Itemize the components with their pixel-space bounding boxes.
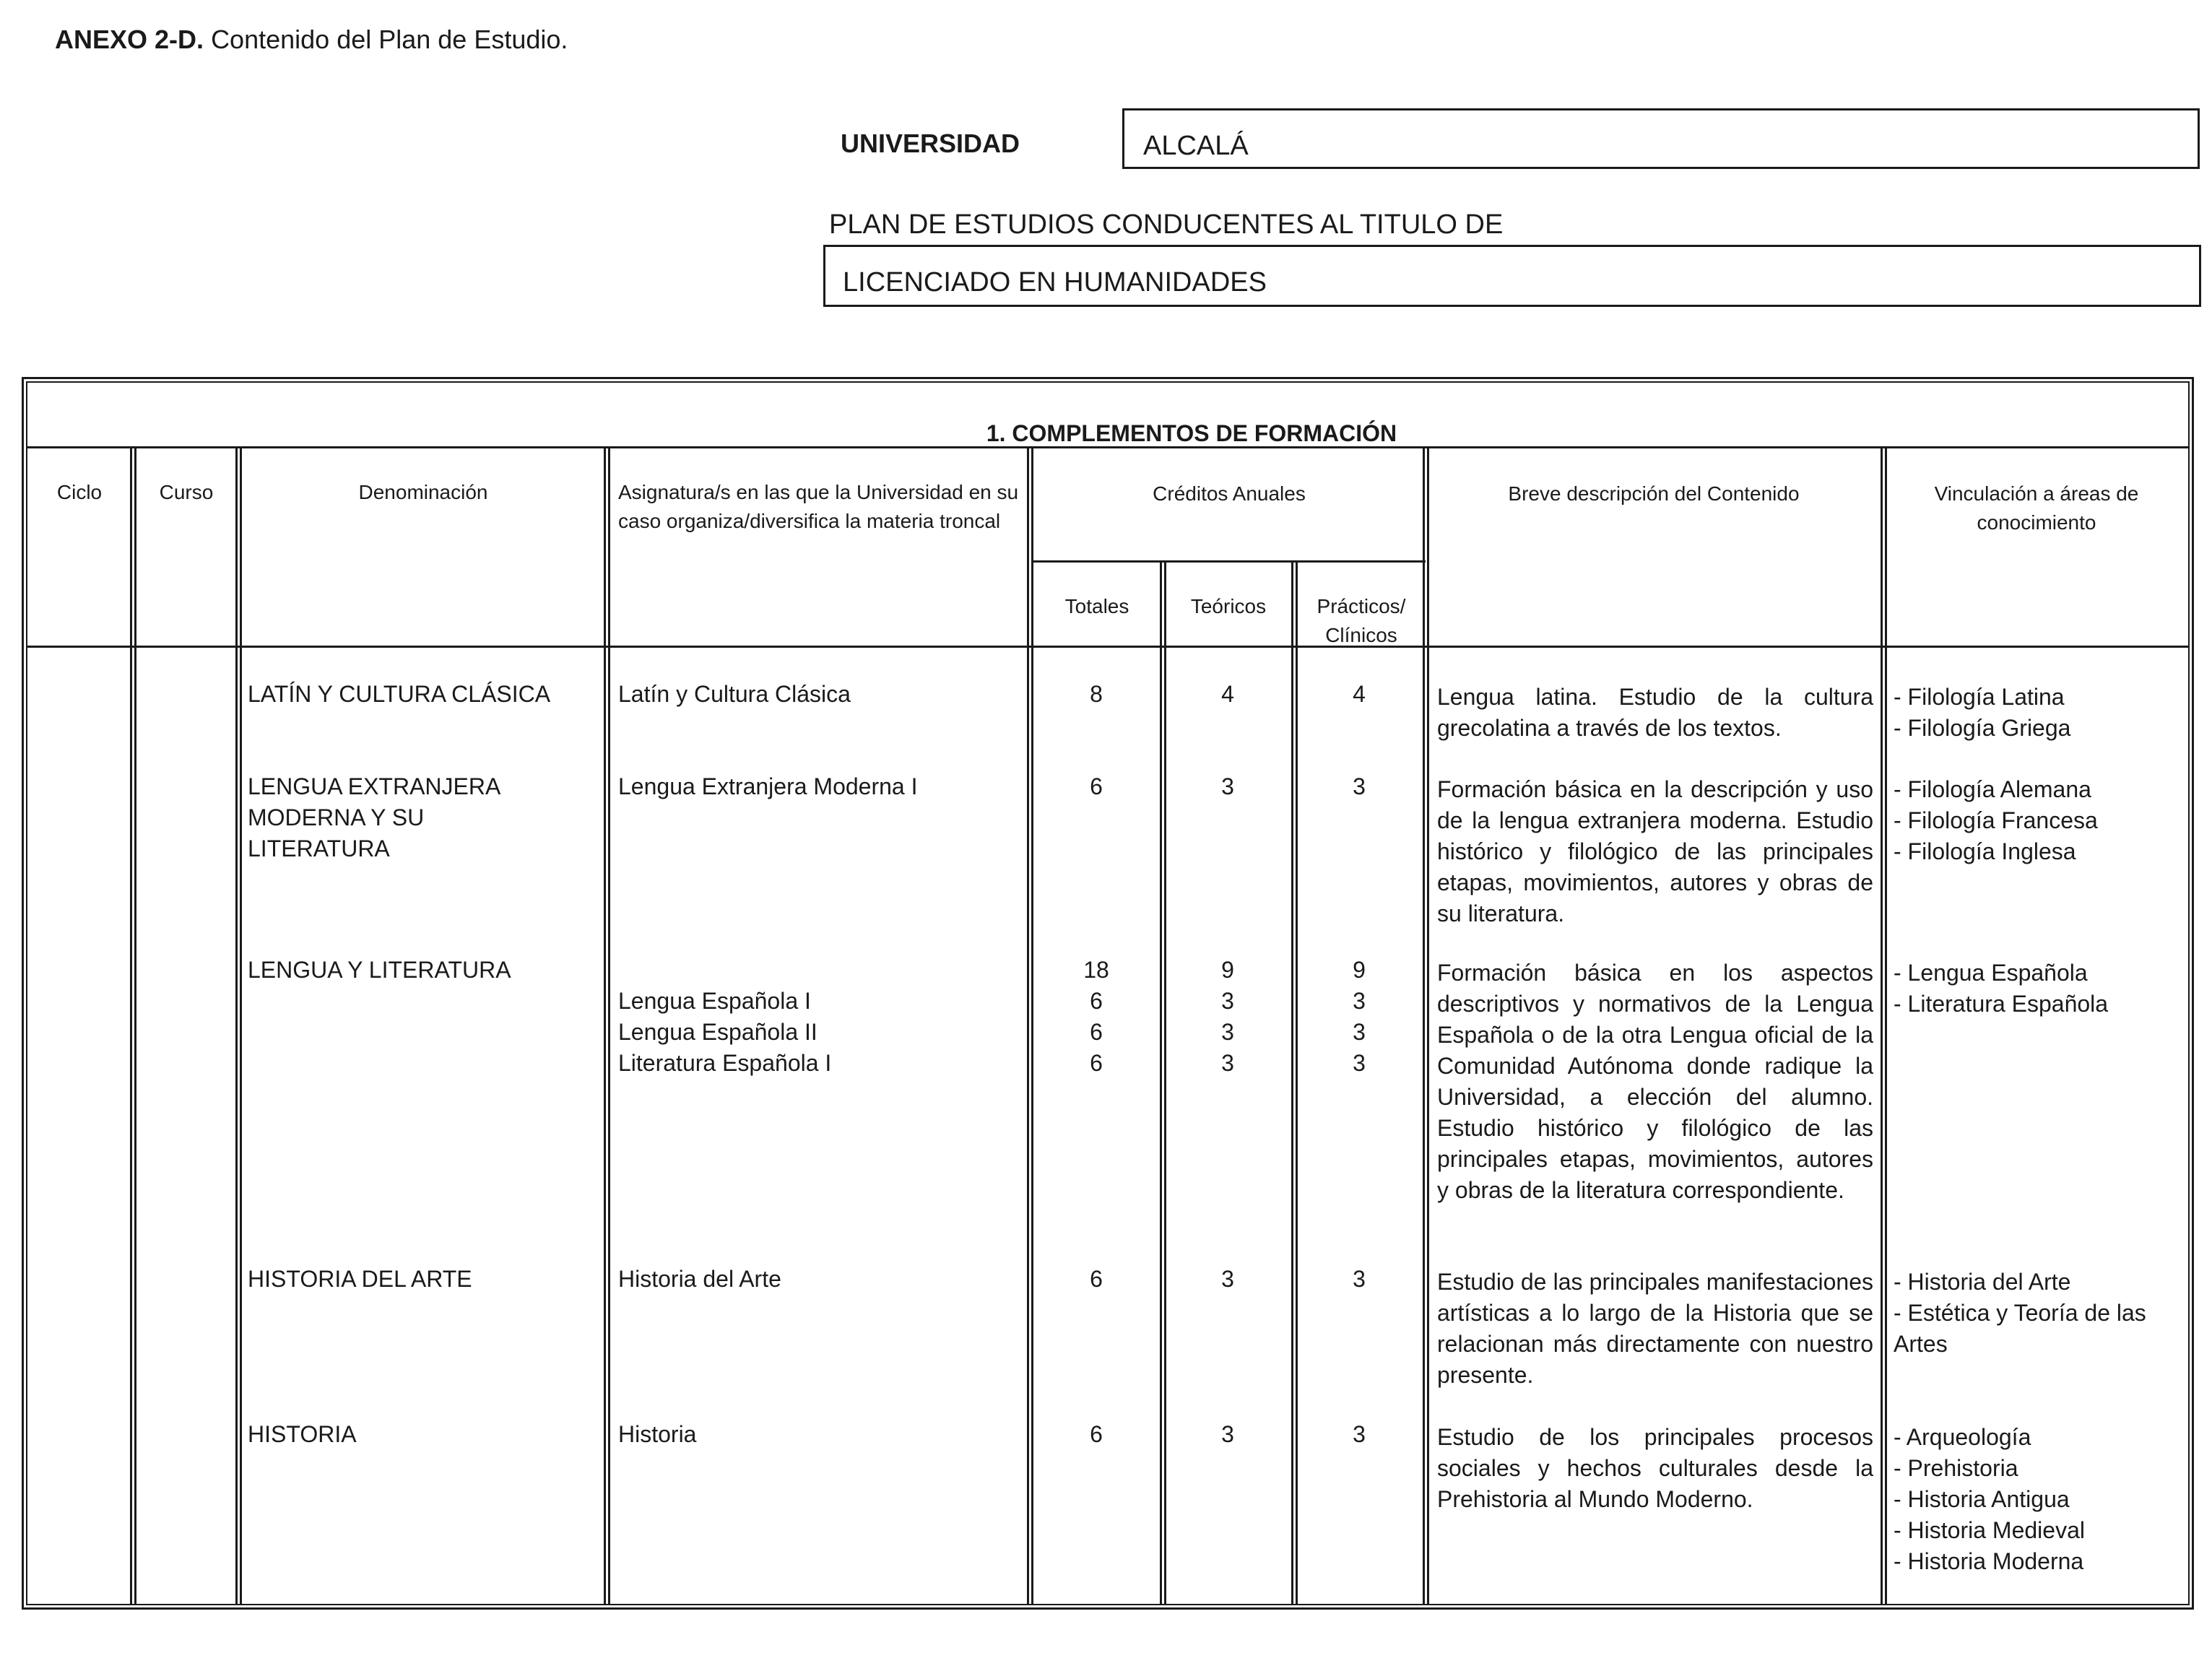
col-header-descripcion: Breve descripción del Contenido [1508, 482, 1800, 505]
teoricos-cell: 3 [1221, 1421, 1234, 1447]
denominacion-cell: LITERATURA [248, 835, 390, 861]
practicos-cell: 3 [1353, 988, 1366, 1014]
area-item: - Historia Medieval [1894, 1517, 2085, 1543]
annex-title: Contenido del Plan de Estudio. [211, 25, 568, 54]
asignatura-cell: Historia del Arte [618, 1266, 781, 1292]
totales-cell: 6 [1090, 1266, 1103, 1292]
area-item: - Estética y Teoría de las [1894, 1300, 2146, 1326]
header-top-rule [26, 446, 2190, 448]
col-rule [1881, 446, 1883, 1605]
teoricos-cell: 3 [1221, 773, 1234, 799]
area-item: - Literatura Española [1894, 991, 2109, 1017]
col-header-practicos: Prácticos/ Clínicos [1317, 595, 1406, 646]
col-header-totales: Totales [1064, 595, 1129, 617]
denominacion-cell: MODERNA Y SU [248, 804, 425, 830]
col-rule [240, 446, 242, 1605]
asignatura-cell: Lengua Española II [618, 1019, 817, 1045]
col-rule [1031, 446, 1033, 1605]
denominacion-cell: LATÍN Y CULTURA CLÁSICA [248, 681, 551, 707]
col-rule [130, 446, 132, 1605]
col-rule [1027, 446, 1029, 1605]
teoricos-cell: 9 [1221, 957, 1234, 983]
asignatura-cell: Latín y Cultura Clásica [618, 681, 851, 707]
col-header-creditos: Créditos Anuales [1153, 482, 1306, 505]
annex-number: ANEXO 2-D. [55, 25, 204, 54]
col-rule [1160, 560, 1162, 1605]
col-header-ciclo: Ciclo [56, 481, 103, 503]
col-header-vinculacion: Vinculación a áreas de conocimiento [1934, 482, 2139, 534]
asignatura-cell: Historia [618, 1421, 697, 1447]
teoricos-cell: 4 [1221, 681, 1234, 707]
university-value: ALCALÁ [1122, 108, 2200, 169]
descripcion-cell: Estudio de los principales procesos sociales y hechos culturales desde la Prehistoria al Mundo Moderno. [1437, 1424, 1873, 1512]
area-item: - Historia Antigua [1894, 1486, 2070, 1512]
asignatura-cell: Lengua Española I [618, 988, 811, 1014]
practicos-cell: 4 [1353, 681, 1366, 707]
descripcion-cell: Formación básica en los aspectos descriptivos y normativos de la Lengua Española o de la otra Lengua oficial de la Comunidad Autónoma donde radique la Universidad, a elección del alumno. Estudio histórico y filológico de las principales etapas, movimientos, autores y obras de la literatura correspondiente. [1437, 960, 1873, 1203]
totales-cell: 6 [1090, 988, 1103, 1014]
university-label: UNIVERSIDAD [841, 129, 1020, 158]
col-rule [608, 446, 610, 1605]
col-rule [1423, 446, 1425, 1605]
totales-cell: 18 [1083, 957, 1109, 983]
col-header-asignaturas: Asignatura/s en las que la Universidad en su caso organiza/diversifica la materia troncal [618, 481, 1019, 532]
teoricos-cell: 3 [1221, 988, 1234, 1014]
area-item: Artes [1894, 1331, 1948, 1357]
practicos-cell: 3 [1353, 773, 1366, 799]
totales-cell: 6 [1090, 1421, 1103, 1447]
area-item: - Prehistoria [1894, 1455, 2018, 1481]
totales-cell: 8 [1090, 681, 1103, 707]
descripcion-cell: Formación básica en la descripción y uso de la lengua extranjera moderna. Estudio histórico y filológico de las principales etapas, movimientos, autores y obras de su literatura. [1437, 776, 1873, 926]
teoricos-cell: 3 [1221, 1266, 1234, 1292]
teoricos-cell: 3 [1221, 1019, 1234, 1045]
col-header-curso: Curso [159, 481, 214, 503]
totales-cell: 6 [1090, 773, 1103, 799]
col-rule [1885, 446, 1887, 1605]
asignatura-cell: Lengua Extranjera Moderna I [618, 773, 918, 799]
denominacion-cell: HISTORIA DEL ARTE [248, 1266, 472, 1292]
col-rule [1296, 560, 1298, 1605]
totales-cell: 6 [1090, 1019, 1103, 1045]
practicos-cell: 3 [1353, 1050, 1366, 1076]
plan-label: PLAN DE ESTUDIOS CONDUCENTES AL TITULO DE [829, 209, 1504, 240]
descripcion-cell: Estudio de las principales manifestaciones artísticas a lo largo de la Historia que se relacionan más directamente con nuestro presente. [1437, 1269, 1873, 1388]
area-item: - Filología Inglesa [1894, 838, 2076, 864]
denominacion-cell: LENGUA EXTRANJERA [248, 773, 501, 799]
area-item: - Filología Francesa [1894, 807, 2098, 833]
col-header-denominacion: Denominación [358, 481, 488, 503]
col-rule [1164, 560, 1166, 1605]
credits-sub-rule [1033, 560, 1426, 563]
asignatura-cell: Literatura Española I [618, 1050, 832, 1076]
totales-cell: 6 [1090, 1050, 1103, 1076]
area-item: - Historia Moderna [1894, 1548, 2084, 1574]
col-rule [1427, 446, 1429, 1605]
col-rule [604, 446, 606, 1605]
col-rule [235, 446, 238, 1605]
col-rule [1291, 560, 1293, 1605]
area-item: - Filología Latina [1894, 684, 2065, 710]
area-item: - Filología Alemana [1894, 776, 2091, 802]
area-item: - Filología Griega [1894, 715, 2071, 741]
area-item: - Lengua Española [1894, 960, 2088, 986]
practicos-cell: 9 [1353, 957, 1366, 983]
col-header-teoricos: Teóricos [1190, 595, 1267, 617]
practicos-cell: 3 [1353, 1019, 1366, 1045]
area-item: - Historia del Arte [1894, 1269, 2071, 1295]
practicos-cell: 3 [1353, 1421, 1366, 1447]
descripcion-cell: Lengua latina. Estudio de la cultura grecolatina a través de los textos. [1437, 684, 1873, 741]
denominacion-cell: HISTORIA [248, 1421, 357, 1447]
section-title: 1. COMPLEMENTOS DE FORMACIÓN [986, 420, 1397, 446]
header-bottom-rule [26, 646, 2190, 648]
denominacion-cell: LENGUA Y LITERATURA [248, 957, 511, 983]
degree-value: LICENCIADO EN HUMANIDADES [823, 245, 2201, 307]
annex-heading [55, 25, 568, 55]
practicos-cell: 3 [1353, 1266, 1366, 1292]
area-item: - Arqueología [1894, 1424, 2031, 1450]
col-rule [134, 446, 136, 1605]
teoricos-cell: 3 [1221, 1050, 1234, 1076]
